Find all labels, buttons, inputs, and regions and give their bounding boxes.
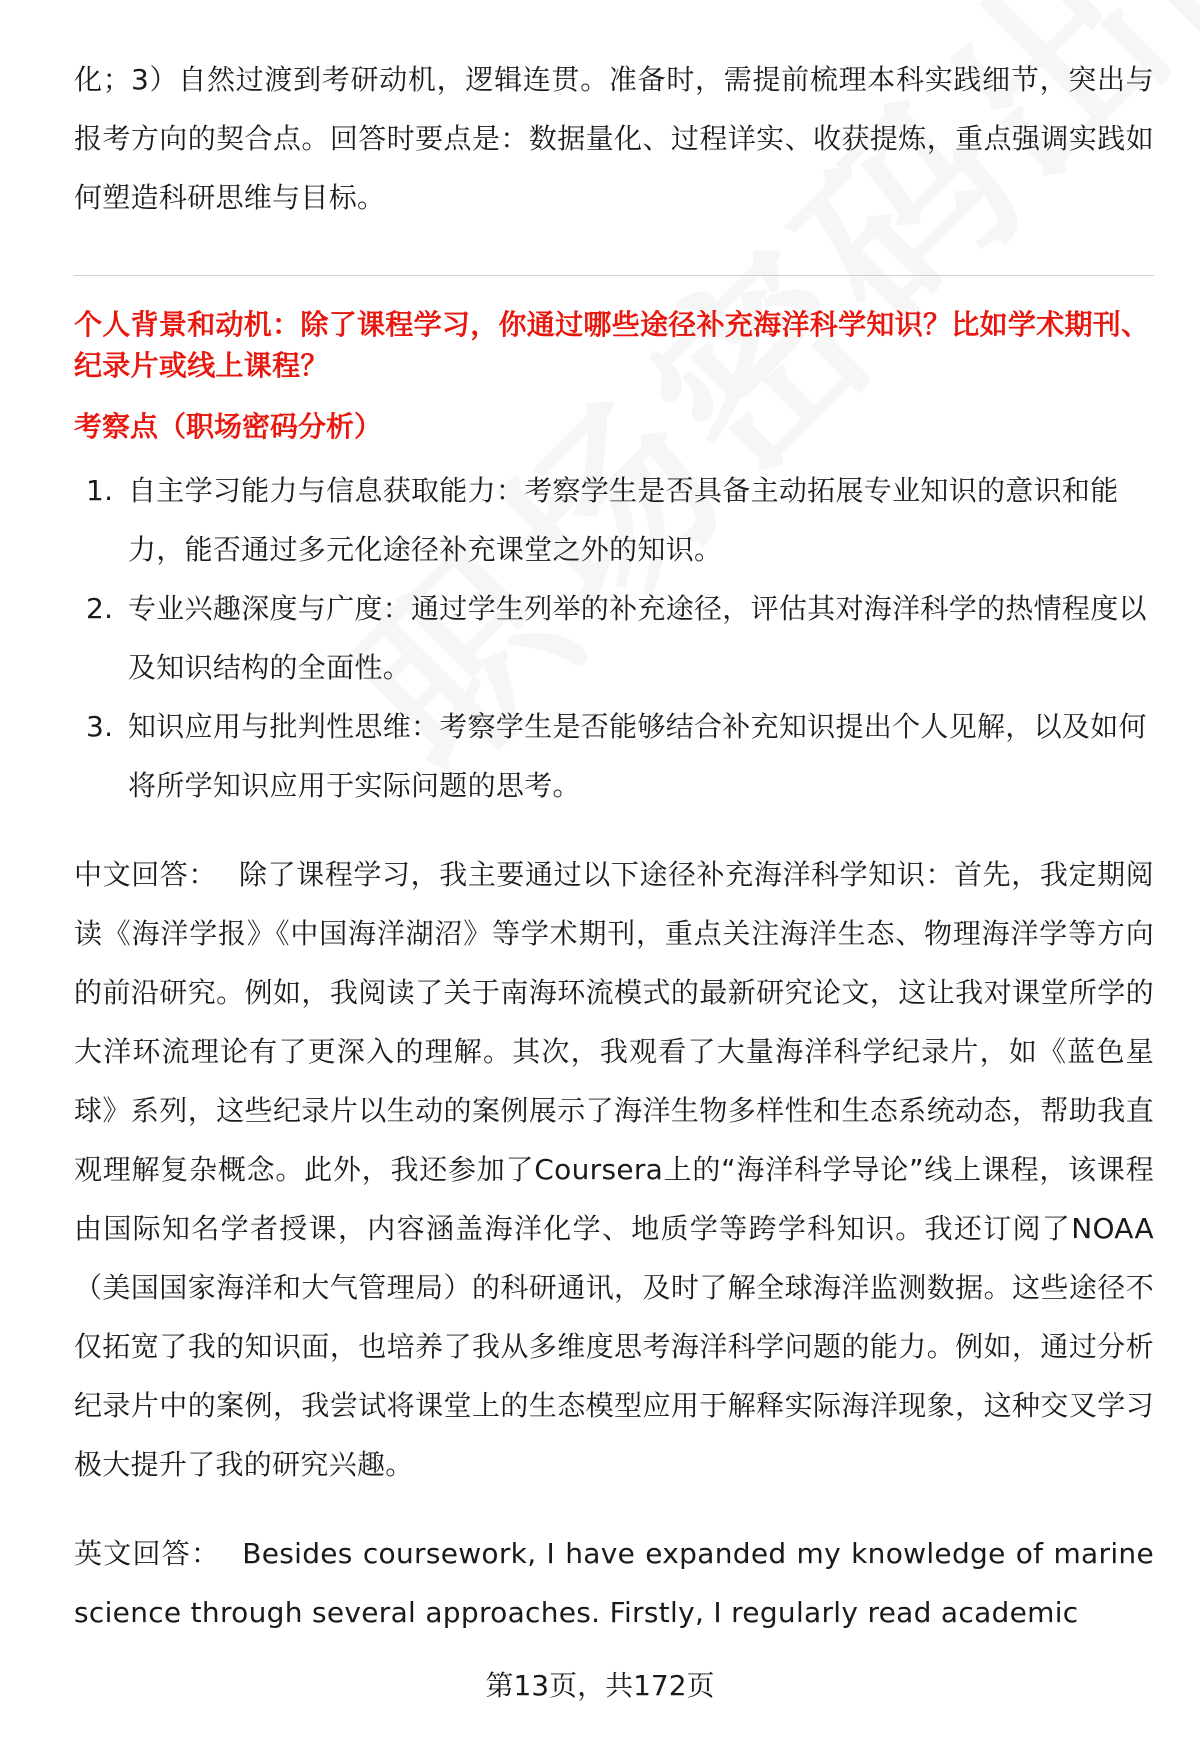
assessment-heading: 考察点（职场密码分析） bbox=[74, 410, 383, 443]
point-number: 2. bbox=[86, 592, 114, 625]
point-text: 自主学习能力与信息获取能力：考察学生是否具备主动拓展专业知识的意识和能力，能否通过多元化途径补充课堂之外的知识。 bbox=[128, 474, 1119, 566]
chinese-answer bbox=[74, 845, 1154, 1494]
assessment-point bbox=[74, 697, 1154, 815]
assessment-list bbox=[74, 461, 1154, 815]
english-answer-text: Besides coursework, I have expanded my knowledge of marine science through several approaches. Firstly, I regularly read academic bbox=[74, 1537, 1154, 1629]
intro-paragraph: 化；3）自然过渡到考研动机，逻辑连贯。准备时，需提前梳理本科实践细节，突出与报考方向的契合点。回答时要点是：数据量化、过程详实、收获提炼，重点强调实践如何塑造科研思维与目标。 bbox=[74, 63, 1154, 214]
question-heading: 个人背景和动机：除了课程学习，你通过哪些途径补充海洋科学知识？比如学术期刊、纪录片或线上课程？ bbox=[74, 308, 1150, 382]
point-text: 专业兴趣深度与广度：通过学生列举的补充途径，评估其对海洋科学的热情程度以及知识结构的全面性。 bbox=[128, 592, 1147, 684]
english-answer bbox=[74, 1524, 1154, 1642]
point-text: 知识应用与批判性思维：考察学生是否能够结合补充知识提出个人见解，以及如何将所学知识应用于实际问题的思考。 bbox=[128, 710, 1147, 802]
english-answer-label: 英文回答： bbox=[74, 1537, 221, 1570]
chinese-answer-label: 中文回答： bbox=[74, 858, 218, 891]
page-content bbox=[74, 50, 1154, 1642]
assessment-point bbox=[74, 461, 1154, 579]
page-footer bbox=[0, 1666, 1200, 1706]
page-number: 第13页，共172页 bbox=[485, 1669, 715, 1702]
chinese-answer-text: 除了课程学习，我主要通过以下途径补充海洋科学知识：首先，我定期阅读《海洋学报》《中国海洋湖沼》等学术期刊，重点关注海洋生态、物理海洋学等方向的前沿研究。例如，我阅读了关于南海环流模式的最新研究论文，这让我对课堂所学的大洋环流理论有了更深入的理解。其次，我观看了大量海洋科学纪录片，如《蓝色星球》系列，这些纪录片以生动的案例展示了海洋生物多样性和生态系统动态，帮助我直观理解复杂概念。此外，我还参加了Coursera上的“海洋科学导论”线上课程，该课程由国际知名学者授课，内容涵盖海洋化学、地质学等跨学科知识。我还订阅了NOAA（美国国家海洋和大气管理局）的科研通讯，及时了解全球海洋监测数据。这些途径不仅拓宽了我的知识面，也培养了我从多维度思考海洋科学问题的能力。例如，通过分析纪录片中的案例，我尝试将课堂上的生态模型应用于解释实际海洋现象，这种交叉学习极大提升了我的研究兴趣。 bbox=[74, 858, 1154, 1481]
section-divider bbox=[74, 275, 1154, 276]
assessment-point bbox=[74, 579, 1154, 697]
point-number: 3. bbox=[86, 710, 114, 743]
point-number: 1. bbox=[86, 474, 114, 507]
